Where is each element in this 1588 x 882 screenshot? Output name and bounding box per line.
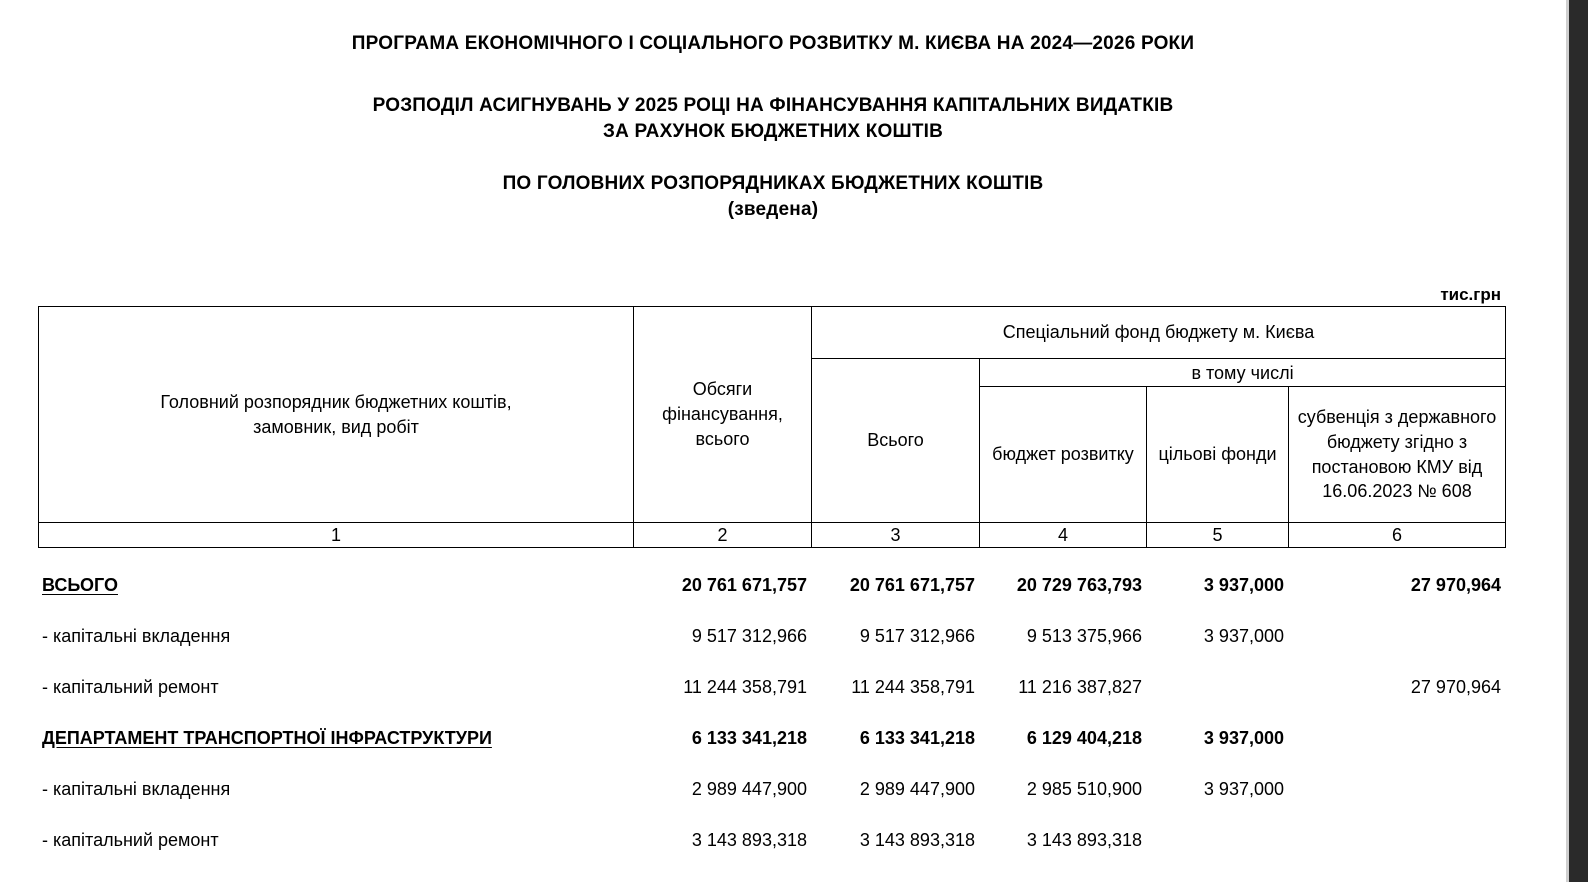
cell-total: 6 133 341,218: [691, 728, 807, 748]
table-row: [38, 815, 1505, 866]
row-name: ДЕПАРТАМЕНТ ТРАНСПОРТНОЇ ІНФРАСТРУКТУРИ: [42, 728, 492, 748]
cell-special-total: 20 761 671,757: [849, 575, 975, 595]
cell-development: 11 216 387,827: [1018, 677, 1142, 697]
column-number: 4: [980, 523, 1147, 548]
cell-special-total: 11 244 358,791: [851, 677, 975, 697]
row-name: - капітальні вкладення: [42, 626, 231, 646]
cell-special-total: 9 517 312,966: [859, 626, 975, 646]
program-title: ПРОГРАМА ЕКОНОМІЧНОГО І СОЦІАЛЬНОГО РОЗВИТКУ М. КИЄВА НА 2024—2026 РОКИ: [351, 33, 1195, 54]
cell-total: 9 517 312,966: [691, 626, 807, 646]
allocation-title-line2: ЗА РАХУНОК БЮДЖЕТНИХ КОШТІВ: [602, 121, 944, 142]
cell-target-funds: 3 937,000: [1203, 575, 1284, 595]
cell-development: 9 513 375,966: [1026, 626, 1142, 646]
cell-target-funds: 3 937,000: [1203, 779, 1284, 799]
table-row: [38, 662, 1505, 713]
cell-total: 2 989 447,900: [691, 779, 807, 799]
cell-development: 3 143 893,318: [1026, 830, 1142, 850]
cell-development: 6 129 404,218: [1026, 728, 1142, 748]
table-row: [38, 611, 1505, 662]
cell-subvention: [1288, 764, 1505, 815]
cell-target-funds: [1146, 662, 1288, 713]
cell-subvention: [1288, 713, 1505, 764]
cell-target-funds: 3 937,000: [1203, 728, 1284, 748]
header-col-2: Обсяги фінансування, всього: [634, 307, 812, 523]
row-name: - капітальні вкладення: [42, 779, 231, 799]
header-col-5: цільові фонди: [1147, 387, 1289, 523]
header-including: в тому числі: [980, 359, 1506, 387]
column-number: 5: [1147, 523, 1289, 548]
column-number: 6: [1289, 523, 1506, 548]
cell-subvention: 27 970,964: [1410, 575, 1501, 595]
table-row-grand-total: [38, 560, 1505, 611]
column-number: 1: [39, 523, 634, 548]
table-row-department: [38, 713, 1505, 764]
header-col-1: Головний розпорядник бюджетних коштів, замовник, вид робіт: [39, 307, 634, 523]
data-table: [38, 560, 1505, 866]
cell-development: 2 985 510,900: [1026, 779, 1142, 799]
cell-subvention: [1288, 815, 1505, 866]
allocation-title-line1: РОЗПОДІЛ АСИГНУВАНЬ У 2025 РОЦІ НА ФІНАНСУВАННЯ КАПІТАЛЬНИХ ВИДАТКІВ: [372, 95, 1174, 116]
cell-total: 3 143 893,318: [691, 830, 807, 850]
cell-subvention: 27 970,964: [1410, 677, 1501, 697]
header-col-6: субвенція з державного бюджету згідно з постановою КМУ від 16.06.2023 № 608: [1289, 387, 1506, 523]
cell-total: 20 761 671,757: [681, 575, 807, 595]
row-name: - капітальний ремонт: [42, 830, 219, 850]
window-edge: [1566, 0, 1588, 882]
header-col-3: Всього: [812, 359, 980, 523]
cell-target-funds: [1146, 815, 1288, 866]
row-name: - капітальний ремонт: [42, 677, 219, 697]
row-name: ВСЬОГО: [42, 575, 118, 595]
summary-subtitle: (зведена): [727, 199, 819, 220]
cell-total: 11 244 358,791: [683, 677, 807, 697]
header-special-fund: Спеціальний фонд бюджету м. Києва: [812, 307, 1506, 359]
managers-title: ПО ГОЛОВНИХ РОЗПОРЯДНИКАХ БЮДЖЕТНИХ КОШТІВ: [502, 173, 1044, 194]
column-number: 3: [812, 523, 980, 548]
cell-special-total: 6 133 341,218: [859, 728, 975, 748]
column-number: 2: [634, 523, 812, 548]
cell-development: 20 729 763,793: [1016, 575, 1142, 595]
cell-special-total: 2 989 447,900: [859, 779, 975, 799]
table-header: [38, 306, 1506, 548]
cell-target-funds: 3 937,000: [1203, 626, 1284, 646]
column-numbers-row: [39, 523, 1506, 548]
unit-label: тис.грн: [1440, 285, 1501, 304]
header-col-4: бюджет розвитку: [980, 387, 1147, 523]
table-row: [38, 764, 1505, 815]
cell-subvention: [1288, 611, 1505, 662]
cell-special-total: 3 143 893,318: [859, 830, 975, 850]
